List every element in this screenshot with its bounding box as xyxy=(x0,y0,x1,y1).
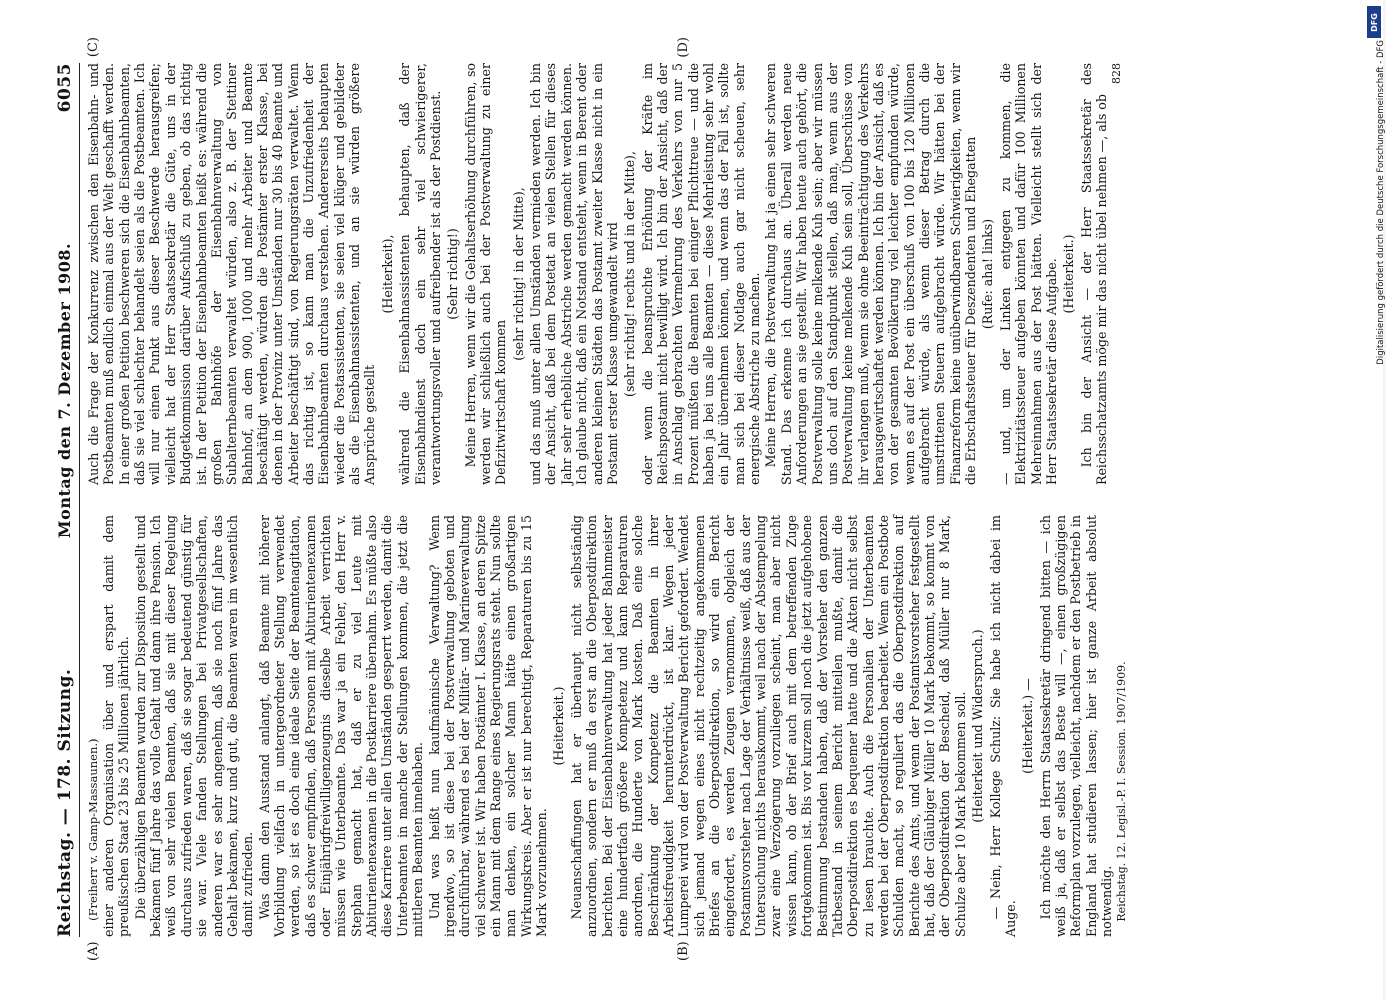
margin-mark-b: (B) xyxy=(676,941,691,961)
dfg-credit-text: Digitalisierung gefördert durch die Deutsche Forschungsgemeinschaft - DFG xyxy=(1376,40,1386,365)
dfg-logo-icon xyxy=(1367,6,1381,38)
paragraph: Die überzähligen Beamten wurden zur Disposition gestellt und bekamen fünf Jahre das volle Gehalt und dann ihre Pension. Ich weiß von sehr vielen Beamten, daß sie mit dieser Regelung durchaus zufrieden waren, daß sie sogar bedeutend günstig für sie war. Viele fanden Stellungen bei Privatgesellschaften, anderen war es sehr angenehm, daß sie noch fünf Jahre das Gehalt bekamen, kurz und gut, die Beamten waren im wesentlich damit zufrieden. xyxy=(132,515,256,937)
paragraph: Meine Herren, die Postverwaltung hat ja einen sehr schweren Stand. Das erkenne ich durchaus an. Überall werden neue Anforderungen an sie gestellt. Wir haben heute auch gehört, die Postverwaltung solle keine melkende Kuh sein; aber wir müssen uns doch auf den Standpunkt stellen, daß man, wenn aus der Postverwaltung keine melkende Kuh sein soll, Überschüsse von ihr verlangen muß, wenn sie ohne Beeinträchtigung des Verkehrs herausgewirtschaftet werden können. Ich bin der Ansicht, daß es von der gesamten Bevölkerung viel leichter empfunden würde, wenn es auf der Post ein überschuß von 100 bis 120 Millionen aufgebracht würde, als wenn dieser Betrag durch die umstrittenen Steuern aufgebracht würde. Wir hätten bei der Finanzreform keine unüberwindbaren Schwierigkeiten, wenn wir die Erbschaftssteuer für Deszendenten und Ehegatten xyxy=(763,63,979,485)
speaker-head: (Freiherr v. Gamp-Massaunen.) xyxy=(86,738,100,921)
session-footer: Reichstag. 12. Legisl.-P. I. Session. 1907/1909. xyxy=(1115,661,1129,922)
left-column xyxy=(86,515,1261,937)
interjection: (Heiterkeit.) — xyxy=(1020,678,1036,774)
interjection: (Sehr richtig!) xyxy=(445,228,461,320)
text-columns xyxy=(86,37,1261,961)
margin-mark-a: (A) xyxy=(86,941,101,961)
paragraph: Neuanschaffungen hat er überhaupt nicht selbständig anzuordnen, sondern er muß da erst an die Oberpostdirektion berichten. Bei der Eisenbahnverwaltung hat jeder Bahnmeister eine hundertfach größere Kompetenz und kann Reparaturen anordnen, die Hunderte von Mark kosten. Daß eine solche Beschränkung der Kompetenz die Beamten in ihrer Arbeitsfreudigkeit herunterdrückt, ist klar. Wegen jeder Lumperei wird von der Postverwaltung Bericht gefordert. Wendet sich jemand wegen eines nicht rechtzeitig angekommenen Briefes an die Oberpostdirektion, so wird ein Bericht eingefordert, es werden Zeugen vernommen, obgleich der Postamtsvorsteher nach Lage der Verhältnisse weiß, daß aus der Untersuchung nichts herauskommt, weil nach der Abstempelung zwar eine Verzögerung vorzuliegen scheint, man aber nicht wissen kann, ob der Brief auch mit dem betreffenden Zuge fortgekommen ist. Bis vor kurzem soll noch die jetzt aufgehobene Bestimmung bestanden haben, daß der Vorsteher den ganzen Tatbestand in seinem Bericht mitteilen mußte, damit die Oberpostdirektion es bequemer hatte und die Akten nicht selbst zu lesen brauchte. Auch die Personalien der Unterbeamten werden bei der Oberpostdirektion bearbeitet. Wenn ein Postbote Schulden macht, so reguliert das die Oberpostdirektion auf Berichte des Amts, und wenn der Postamtsvorsteher festgestellt hat, daß der Gläubiger Müller 10 Mark bekommt, so kommt von der Oberpostdirektion der Bescheid, daß Müller nur 8 Mark, Schulze aber 10 Mark bekommen soll. xyxy=(568,515,968,937)
right-column xyxy=(86,63,1261,485)
header-page-number: 6055 xyxy=(55,63,75,113)
paragraph: während die Eisenbahnassistenten behaupten, daß der Eisenbahndienst doch ein sehr viel schwierigerer, verantwortungsvoller und aufreibender ist als der Postdienst. xyxy=(397,63,443,485)
page-header xyxy=(55,63,80,937)
margin-mark-c: (C) xyxy=(86,37,101,58)
interjection: (sehr richtig! in der Mitte), xyxy=(510,187,526,361)
paragraph: Und was heißt nun kaufmännische Verwaltung? Wenn irgendwo, so ist diese bei der Postverwaltung geboten und durchführbar, während es bei der Militär- und Marineverwaltung viel schwerer ist. Wir haben Postämter I. Klasse, an deren Spitze ein Mann mit dem Range eines Regierungsrats steht. Nun sollte man denken, ein solcher Mann hätte einen großartigen Wirkungskreis. Aber er ist nur berechtigt, Reparaturen bis zu 15 Mark vorzunehmen. xyxy=(426,515,550,937)
paragraph: und das muß unter allen Umständen vermieden werden. Ich bin der Ansicht, daß bei dem Postetat an vielen Stellen für dieses Jahr sehr erhebliche Abstriche werden gemacht werden können. Ich glaube nicht, daß ein Notstand entsteht, wenn in Berent oder anderen kleinen Städten das Postamt zweiter Klasse nicht in ein Postamt erster Klasse umgewandelt wird xyxy=(528,63,620,485)
paragraph: Auch die Frage der Konkurrenz zwischen den Eisenbahn- und Postbeamten muß endlich einmal aus der Welt geschafft werden. In einer großen Petition beschweren sich die Eisenbahnbeamten, daß sie viel schlechter behandelt seien als die Postbeamten. Ich will nur einen Punkt aus dieser Beschwerde herausgreifen; vielleicht hat der Herr Staatssekretär die Güte, uns in der Budgetkommission darüber Aufschluß zu geben, ob das richtig ist. In der Petition der Eisenbahnbeamten heißt es: während die großen Bahnhöfe der Eisenbahnverwaltung von Subalternbeamten verwaltet würden, also z. B. der Stettiner Bahnhof, an dem 900, 1000 und mehr Arbeiter und Beamte beschäftigt werden, würden die Postämter erster Klasse, bei denen in der Provinz unter Umständen nur 30 bis 40 Beamte und Arbeiter beschäftigt sind, von Regierungsräten verwaltet. Wenn das richtig ist, so kann man die Unzufriedenheit der Eisenbahnbeamten durchaus verstehen. Andererseits behaupten wieder die Postassistenten, sie seien viel klüger und gebildeter als die Eisenbahnassistenten, und an sie würden größere Ansprüche gestellt xyxy=(86,63,378,485)
paragraph: — und, um der Linken entgegen zu kommen, die Elektrizitätssteuer aufgeben könnten und dafür 100 Millionen Mehreinnahmen aus der Post hätten. Vielleicht stellt sich der Herr Staatssekretär diese Aufgabe. xyxy=(997,63,1059,485)
paragraph: oder wenn die beanspruchte Erhöhung der Kräfte im Reichspostamt nicht bewilligt wird. Ich bin der Ansicht, daß der in Anschlag gebrachten Vermehrung des Verkehrs von nur 5 Prozent müßten die Beamten bei einiger Pflichttreue — und die haben ja bei uns alle Beamten — diese Mehrleistung sehr wohl ein Jahr übernehmen können, und wenn das der Fall ist, sollte man sich bei dieser Notlage auch gar nicht scheuen, sehr energische Abstriche zu machen. xyxy=(639,63,763,485)
header-left: Reichstag. — 178. Sitzung. xyxy=(55,668,75,937)
header-center: Montag den 7. Dezember 1908. xyxy=(55,242,74,539)
paragraph: Ich möchte den Herrn Staatssekretär dringend bitten — ich weiß ja, daß er selbst das Beste will —, einen großzügigen Reformplan vorzulegen, vielleicht, nachdem er den Postbetrieb in England hat studieren lassen; hier ist ganze Arbeit absolut notwendig. xyxy=(1037,515,1115,937)
dfg-sidebar xyxy=(1365,0,1386,1000)
page-signature: 828 xyxy=(1110,63,1124,84)
paragraph: Was dann den Ausstand anlangt, daß Beamte mit höherer Vorbildung vielfach in untergeordneter Stellung verwendet werden, so ist es doch eine ideale Seite der Beamtenagitation, daß es schwer empfinden, daß Personen mit Abiturientenexamen oder Einjährigfreiwilligenzeugnis dieselbe Arbeit verrichten müssen wie Unterbeamte. Das war ja ein Fehler, den Herr v. Stephan gemacht hat, daß er zu viel Leute mit Abiturientenexamen in die Postkarriere übernahm. Es müßte also diese Karriere unter allen Umständen gesperrt werden, damit die Unterbeamten in manche der Stellungen kommen, die jetzt die mittleren Beamten innehaben. xyxy=(256,515,426,937)
interjection: (Heiterkeit.) xyxy=(1061,234,1077,314)
dfg-logo-text: DFG xyxy=(1369,12,1379,32)
paragraph: einer anderen Organisation über und erspart damit dem preußischen Staat 23 bis 25 Millionen jährlich. xyxy=(101,515,132,937)
paragraph: Ich bin der Ansicht — der Herr Staatssekretär des Reichsschatzamts möge mir das nicht übel nehmen —, als ob xyxy=(1078,63,1109,485)
interjection: (Heiterkeit und Widerspruch.) xyxy=(970,629,986,823)
margin-mark-d: (D) xyxy=(676,37,691,58)
interjection: (Heiterkeit), xyxy=(379,234,395,314)
paragraph: — Nein, Herr Kollege Schulz: Sie habe ich nicht dabei im Auge. xyxy=(987,515,1018,937)
interjection: (Rufe: aha! links) xyxy=(980,218,996,330)
paragraph: Meine Herren, wenn wir die Gehaltserhöhung durchführen, so werden wir schließlich auch bei der Postverwaltung zu einer Defizitwirtschaft kommen xyxy=(462,63,509,485)
interjection: (sehr richtig! rechts und in der Mitte), xyxy=(622,151,638,397)
interjection: (Heiterkeit.) xyxy=(551,686,567,766)
rotated-page xyxy=(41,35,1341,965)
